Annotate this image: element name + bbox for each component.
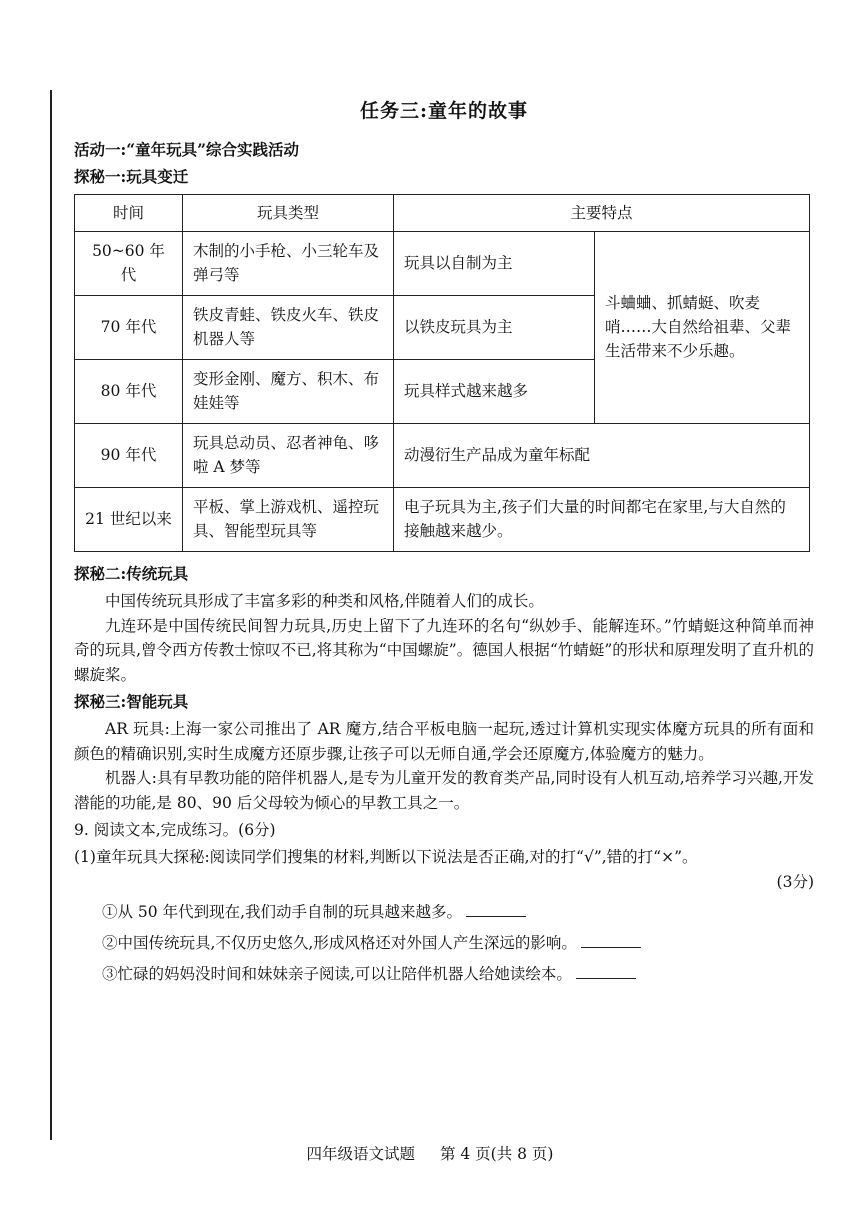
feature-cell: 玩具以自制为主 bbox=[394, 231, 595, 295]
answer-blank[interactable] bbox=[581, 932, 641, 949]
feature-cell: 以铁皮玩具为主 bbox=[394, 295, 595, 359]
types-cell: 木制的小手枪、小三轮车及弹弓等 bbox=[183, 231, 394, 295]
header-types: 玩具类型 bbox=[183, 194, 394, 231]
judgement-item bbox=[102, 900, 814, 925]
footer-page-number: 第 4 页(共 8 页) bbox=[439, 1145, 554, 1163]
types-cell: 变形金刚、魔方、积木、布娃娃等 bbox=[183, 359, 394, 423]
types-cell: 铁皮青蛙、铁皮火车、铁皮机器人等 bbox=[183, 295, 394, 359]
era-cell: 70 年代 bbox=[75, 295, 183, 359]
era-cell: 90 年代 bbox=[75, 423, 183, 487]
nature-note-cell: 斗蛐蛐、抓蜻蜓、吹麦哨……大自然给祖辈、父辈生活带来不少乐趣。 bbox=[595, 231, 810, 423]
era-cell: 50~60 年代 bbox=[75, 231, 183, 295]
header-features: 主要特点 bbox=[394, 194, 810, 231]
question-sub: (1)童年玩具大探秘:阅读同学们搜集的材料,判断以下说法是否正确,对的打“√”,错的打“×”。 bbox=[74, 847, 698, 866]
question-sub-score: (3分) bbox=[776, 872, 814, 891]
feature-cell: 电子玩具为主,孩子们大量的时间都宅在家里,与大自然的接触越来越少。 bbox=[394, 487, 810, 551]
explore3-paragraph: AR 玩具:上海一家公司推出了 AR 魔方,结合平板电脑一起玩,透过计算机实现实体魔方玩具的所有面和颜色的精确识别,实时生成魔方还原步骤,让孩子可以无师自通,学会还原魔方,体验魔方的魅力。 bbox=[74, 719, 814, 763]
judgement-text: ①从 50 年代到现在,我们动手自制的玩具越来越多。 bbox=[102, 903, 463, 922]
table-header-row bbox=[75, 194, 810, 231]
era-cell: 80 年代 bbox=[75, 359, 183, 423]
judgement-text: ③忙碌的妈妈没时间和妹妹亲子阅读,可以让陪伴机器人给她读绘本。 bbox=[102, 964, 572, 983]
table-row bbox=[75, 231, 810, 295]
binding-margin-line bbox=[50, 90, 52, 1140]
header-era: 时间 bbox=[75, 194, 183, 231]
explore2-heading: 探秘二:传统玩具 bbox=[74, 563, 189, 583]
era-cell: 21 世纪以来 bbox=[75, 487, 183, 551]
table-row bbox=[75, 423, 810, 487]
judgement-item bbox=[102, 962, 814, 987]
judgement-text: ②中国传统玩具,不仅历史悠久,形成风格还对外国人产生深远的影响。 bbox=[102, 934, 577, 953]
footer-subject: 四年级语文试题 bbox=[306, 1145, 416, 1163]
toy-evolution-table bbox=[74, 194, 810, 552]
question-intro: 9. 阅读文本,完成练习。(6分) bbox=[74, 820, 276, 839]
feature-cell: 动漫衍生产品成为童年标配 bbox=[394, 423, 810, 487]
table-row bbox=[75, 487, 810, 551]
feature-cell: 玩具样式越来越多 bbox=[394, 359, 595, 423]
explore2-paragraph: 九连环是中国传统民间智力玩具,历史上留下了九连环的名句“纵妙手、能解连环。”竹蜻蜓这种简单而神奇的玩具,曾令西方传教士惊叹不已,将其称为“中国螺旋”。德国人根据“竹蜻蜓”的形状和原理发明了直升机的螺旋桨。 bbox=[74, 616, 814, 685]
page-footer bbox=[0, 1142, 860, 1164]
types-cell: 玩具总动员、忍者神龟、哆啦 A 梦等 bbox=[183, 423, 394, 487]
explore2-paragraph: 中国传统玩具形成了丰富多彩的种类和风格,伴随着人们的成长。 bbox=[105, 591, 544, 610]
answer-blank[interactable] bbox=[466, 901, 526, 918]
answer-blank[interactable] bbox=[576, 962, 636, 979]
exam-page bbox=[74, 96, 814, 987]
judgement-item bbox=[102, 931, 814, 956]
explore3-heading: 探秘三:智能玩具 bbox=[74, 691, 189, 711]
types-cell: 平板、掌上游戏机、遥控玩具、智能型玩具等 bbox=[183, 487, 394, 551]
explore3-paragraph: 机器人:具有早教功能的陪伴机器人,是专为儿童开发的教育类产品,同时设有人机互动,培养学习兴趣,开发潜能的功能,是 80、90 后父母较为倾心的早教工具之一。 bbox=[74, 769, 814, 813]
activity-heading: 活动一:“童年玩具”综合实践活动 bbox=[74, 140, 300, 160]
task-title: 任务三:童年的故事 bbox=[359, 100, 528, 122]
explore1-heading: 探秘一:玩具变迁 bbox=[74, 167, 189, 187]
